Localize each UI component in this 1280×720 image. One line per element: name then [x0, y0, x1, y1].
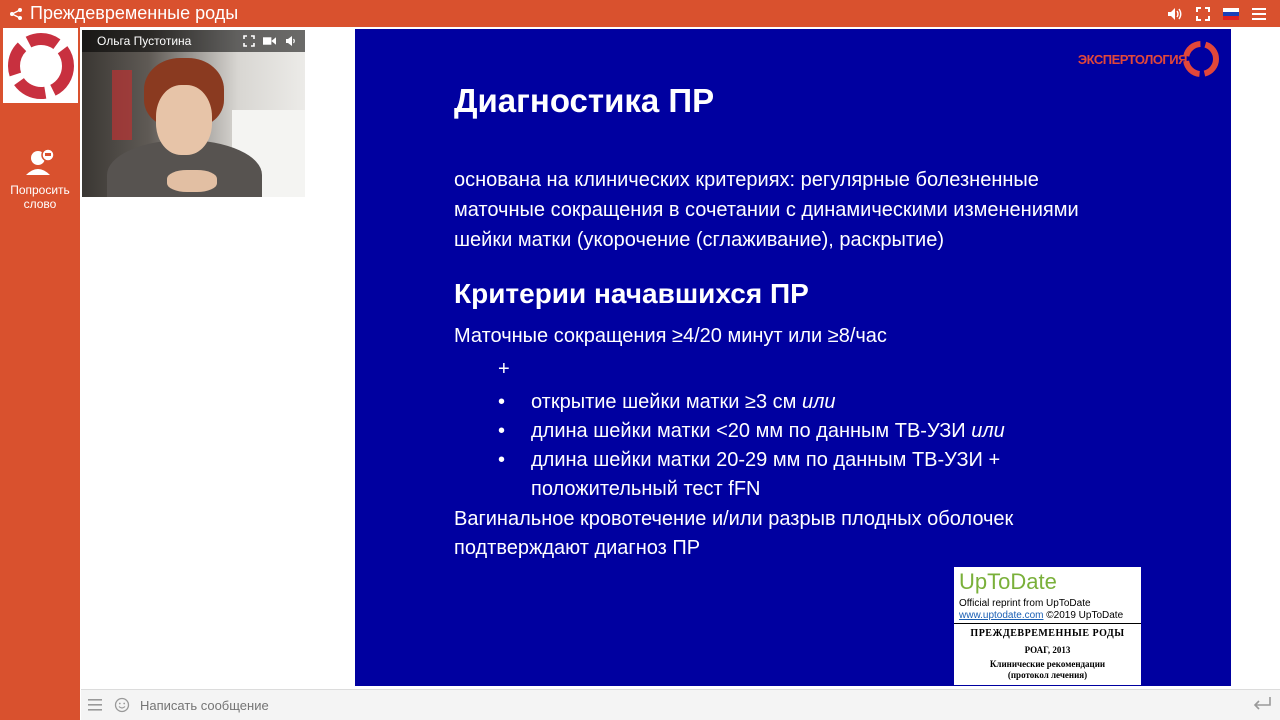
speaker-name: Ольга Пустотина [97, 34, 192, 48]
bullet-item-1 [531, 388, 1091, 417]
chat-message-input[interactable] [140, 694, 1190, 716]
menu-icon[interactable] [1250, 5, 1268, 23]
uptodate-reprint: Official reprint from UpToDate [959, 598, 1091, 609]
presentation-slide [355, 29, 1231, 686]
chat-menu-icon[interactable] [87, 698, 103, 712]
speaker-face [156, 85, 212, 155]
uptodate-heading: ПРЕЖДЕВРЕМЕННЫЕ РОДЫ [970, 628, 1125, 639]
body-line-2: маточные сокращения в сочетании с динамическими изменениями [454, 199, 1079, 221]
slide-subtitle: Критерии начавшихся ПР [454, 278, 809, 309]
body-line-3: шейки матки (укорочение (сглаживание), раскрытие) [454, 229, 944, 251]
uptodate-desc [954, 659, 1141, 681]
send-icon[interactable] [1252, 696, 1272, 714]
bullet-item-2 [531, 417, 1091, 446]
uptodate-logo: UpToDate [959, 569, 1057, 594]
slide-title: Диагностика ПР [454, 82, 715, 119]
request-to-speak-label-line1: Попросить [10, 183, 70, 197]
uptodate-copyright: ©2019 UpToDate [1043, 610, 1124, 621]
language-flag-icon[interactable] [1222, 5, 1240, 23]
logo [3, 28, 78, 103]
share-icon[interactable] [4, 0, 28, 27]
volume-icon[interactable] [1166, 5, 1184, 23]
raise-hand-icon [23, 145, 57, 179]
video-toolbar [82, 30, 305, 52]
slide-body [454, 165, 1194, 255]
speaker-hands [167, 170, 217, 192]
brand-ring-icon [1181, 39, 1221, 79]
request-to-speak-label-line2: слово [23, 197, 57, 211]
body-line-1: основана на клинических критериях: регулярные болезненные [454, 169, 1039, 191]
brand-logo [1078, 39, 1221, 79]
bullet-1-em: или [801, 391, 836, 413]
bullet-3-line-2: положительный тест fFN [531, 478, 761, 500]
left-sidebar [0, 27, 80, 720]
request-to-speak-button[interactable] [0, 145, 80, 211]
uptodate-link[interactable]: www.uptodate.com [959, 610, 1044, 621]
bullet-1-text: открытие шейки матки ≥3 см [531, 391, 802, 413]
brand-text: ЭКСПЕРТОЛОГИЯ [1077, 51, 1187, 67]
video-fullscreen-icon[interactable] [242, 35, 255, 48]
bullet-item-3 [531, 446, 1091, 504]
uptodate-divider [954, 623, 1141, 624]
emoji-icon[interactable] [114, 697, 130, 713]
bullet-mark-2: • [498, 420, 506, 442]
bullet-mark-1: • [498, 391, 506, 413]
chat-bar [81, 689, 1280, 720]
top-bar [0, 0, 1280, 27]
uptodate-desc-line-1: Клинические рекомендации [989, 659, 1106, 669]
criteria-line: Маточные сокращения ≥4/20 минут или ≥8/час [454, 325, 887, 347]
bullet-mark-3: • [498, 449, 506, 471]
page-title: Преждевременные роды [30, 3, 239, 23]
bullet-3-line-1: длина шейки матки 20-29 мм по данным ТВ-УЗИ + [531, 449, 1001, 471]
uptodate-desc-line-2: (протокол лечения) [1007, 670, 1088, 680]
bullet-2-text: длина шейки матки <20 мм по данным ТВ-УЗИ [531, 420, 972, 442]
footer-line-2: подтверждают диагноз ПР [454, 537, 701, 559]
uptodate-org: РОАГ, 2013 [1024, 645, 1071, 655]
uptodate-reference-card [954, 567, 1141, 685]
bullet-2-em: или [971, 420, 1005, 442]
camera-icon[interactable] [263, 35, 276, 48]
footer-line-1: Вагинальное кровотечение и/или разрыв плодных оболочек [454, 508, 1014, 530]
video-volume-icon[interactable] [284, 35, 297, 48]
speaker-video[interactable] [82, 30, 305, 197]
fullscreen-icon[interactable] [1194, 5, 1212, 23]
plus-sign: + [498, 358, 510, 380]
video-shelf [112, 70, 132, 140]
uptodate-source [959, 610, 1123, 621]
